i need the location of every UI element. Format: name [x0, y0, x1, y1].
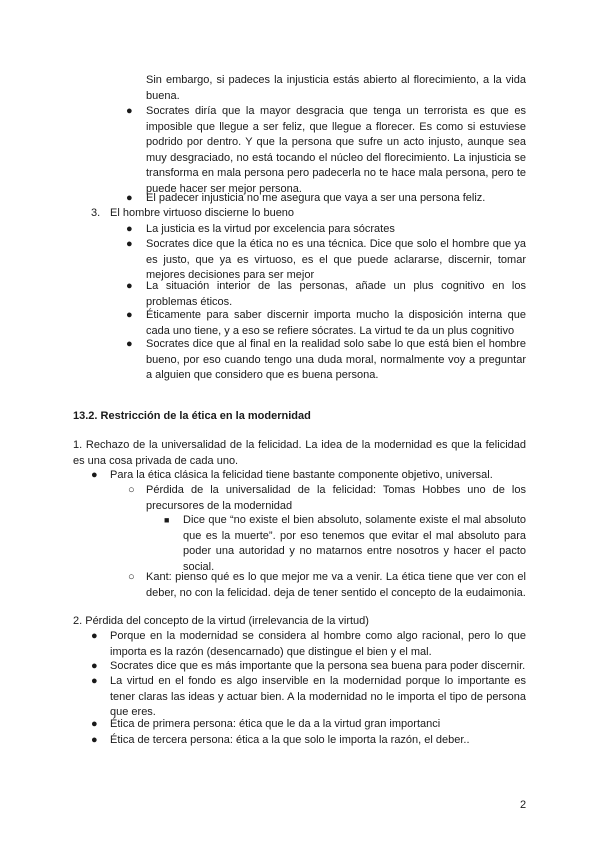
bullet-text: La justicia es la virtud por excelencia para sócrates	[146, 223, 395, 235]
square-bullet-icon: ■	[164, 515, 170, 525]
bullet-icon: ●	[91, 630, 98, 642]
bullet-text: Para la ética clásica la felicidad tiene bastante componente objetivo, universal.	[110, 469, 493, 481]
bullet-icon: ●	[91, 675, 98, 687]
bullet-text: Ética de tercera persona: ética a la que solo le importa la razón, el deber..	[110, 734, 470, 746]
sub-sub-bullet-text: Dice que “no existe el bien absoluto, solamente existe el mal absoluto que es la muerte”. por eso tenemos que evitar el mal absoluto para poder una autoridad y no matarnos entre nosotros y hacer el pacto social.	[183, 514, 526, 573]
bullet-icon: ●	[91, 660, 98, 672]
bullet-icon: ●	[126, 105, 133, 117]
bullet-text: Socrates dice que la ética no es una técnica. Dice que solo el hombre que ya es justo, que ya es virtuoso, es el que puede aclararse, discernir, tomar mejores decisiones para ser mejor	[146, 238, 526, 282]
circle-bullet-icon: ○	[128, 484, 135, 496]
bullet-icon: ●	[91, 734, 98, 746]
list-item-text: El hombre virtuoso discierne lo bueno	[110, 207, 295, 219]
bullet-text: Éticamente para saber discernir importa mucho la disposición interna que cada uno tiene, y a eso se refiere sócrates. La virtud te da un plus cognitivo	[146, 309, 526, 337]
bullet-text: Porque en la modernidad se considera al hombre como algo racional, pero lo que importa es la razón (desencarnado) que distingue el bien y el mal.	[110, 630, 526, 658]
section-title: 13.2. Restricción de la ética en la modernidad	[73, 410, 311, 422]
bullet-icon: ●	[126, 223, 133, 235]
bullet-text: Socrates dice que al final en la realidad solo sabe lo que está bien el hombre bueno, por eso cuando tengo una duda moral, normalmente voy a preguntar a alguien que considero que es buena persona.	[146, 338, 526, 382]
circle-bullet-icon: ○	[128, 571, 135, 583]
bullet-icon: ●	[126, 309, 133, 321]
bullet-icon: ●	[126, 238, 133, 250]
bullet-text: Ética de primera persona: ética que le da a la virtud gran importanci	[110, 718, 441, 730]
sub-bullet-text: Kant: pienso qué es lo que mejor me va a venir. La ética tiene que ver con el deber, no con la felicidad. deja de tener sentido el concepto de la eudaimonia.	[146, 571, 526, 599]
bullet-text: Socrates dice que es más importante que la persona sea buena para poder discernir.	[110, 660, 526, 672]
list-number: 3.	[91, 207, 101, 219]
bullet-text: Socrates diría que la mayor desgracia que tenga un terrorista es que es imposible que llegue a ser feliz, que llegue a florecer. Es como si estuviese podrido por dentro. Y que la persona que sufre un acto injusto, aunque sea muy desgraciado, no está tocando el núcleo del florecimiento. La injusticia se transforma en mala persona pero padecerla no te hace mala persona, pero te puede hacer ser mejor persona.	[146, 105, 526, 195]
bullet-text: El padecer injusticia no me asegura que vaya a ser una persona feliz.	[146, 192, 486, 204]
continuation-paragraph: Sin embargo, si padeces la injusticia estás abierto al florecimiento, a la vida buena.	[146, 74, 526, 102]
page-number: 2	[520, 799, 527, 811]
bullet-icon: ●	[91, 469, 98, 481]
sub-bullet-text: Pérdida de la universalidad de la felicidad: Tomas Hobbes uno de los precursores de la modernidad	[146, 484, 526, 512]
paragraph: 2. Pérdida del concepto de la virtud (irrelevancia de la virtud)	[73, 615, 369, 627]
bullet-icon: ●	[126, 338, 133, 350]
bullet-icon: ●	[91, 718, 98, 730]
bullet-icon: ●	[126, 192, 133, 204]
bullet-icon: ●	[126, 280, 133, 292]
bullet-text: La virtud en el fondo es algo inservible en la modernidad porque lo importante es tener claras las ideas y actuar bien. A la modernidad no le importa el tipo de persona que eres.	[110, 675, 526, 719]
paragraph: 1. Rechazo de la universalidad de la felicidad. La idea de la modernidad es que la felicidad es una cosa privada de cada uno.	[73, 439, 526, 467]
bullet-text: La situación interior de las personas, añade un plus cognitivo en los problemas éticos.	[146, 280, 526, 308]
